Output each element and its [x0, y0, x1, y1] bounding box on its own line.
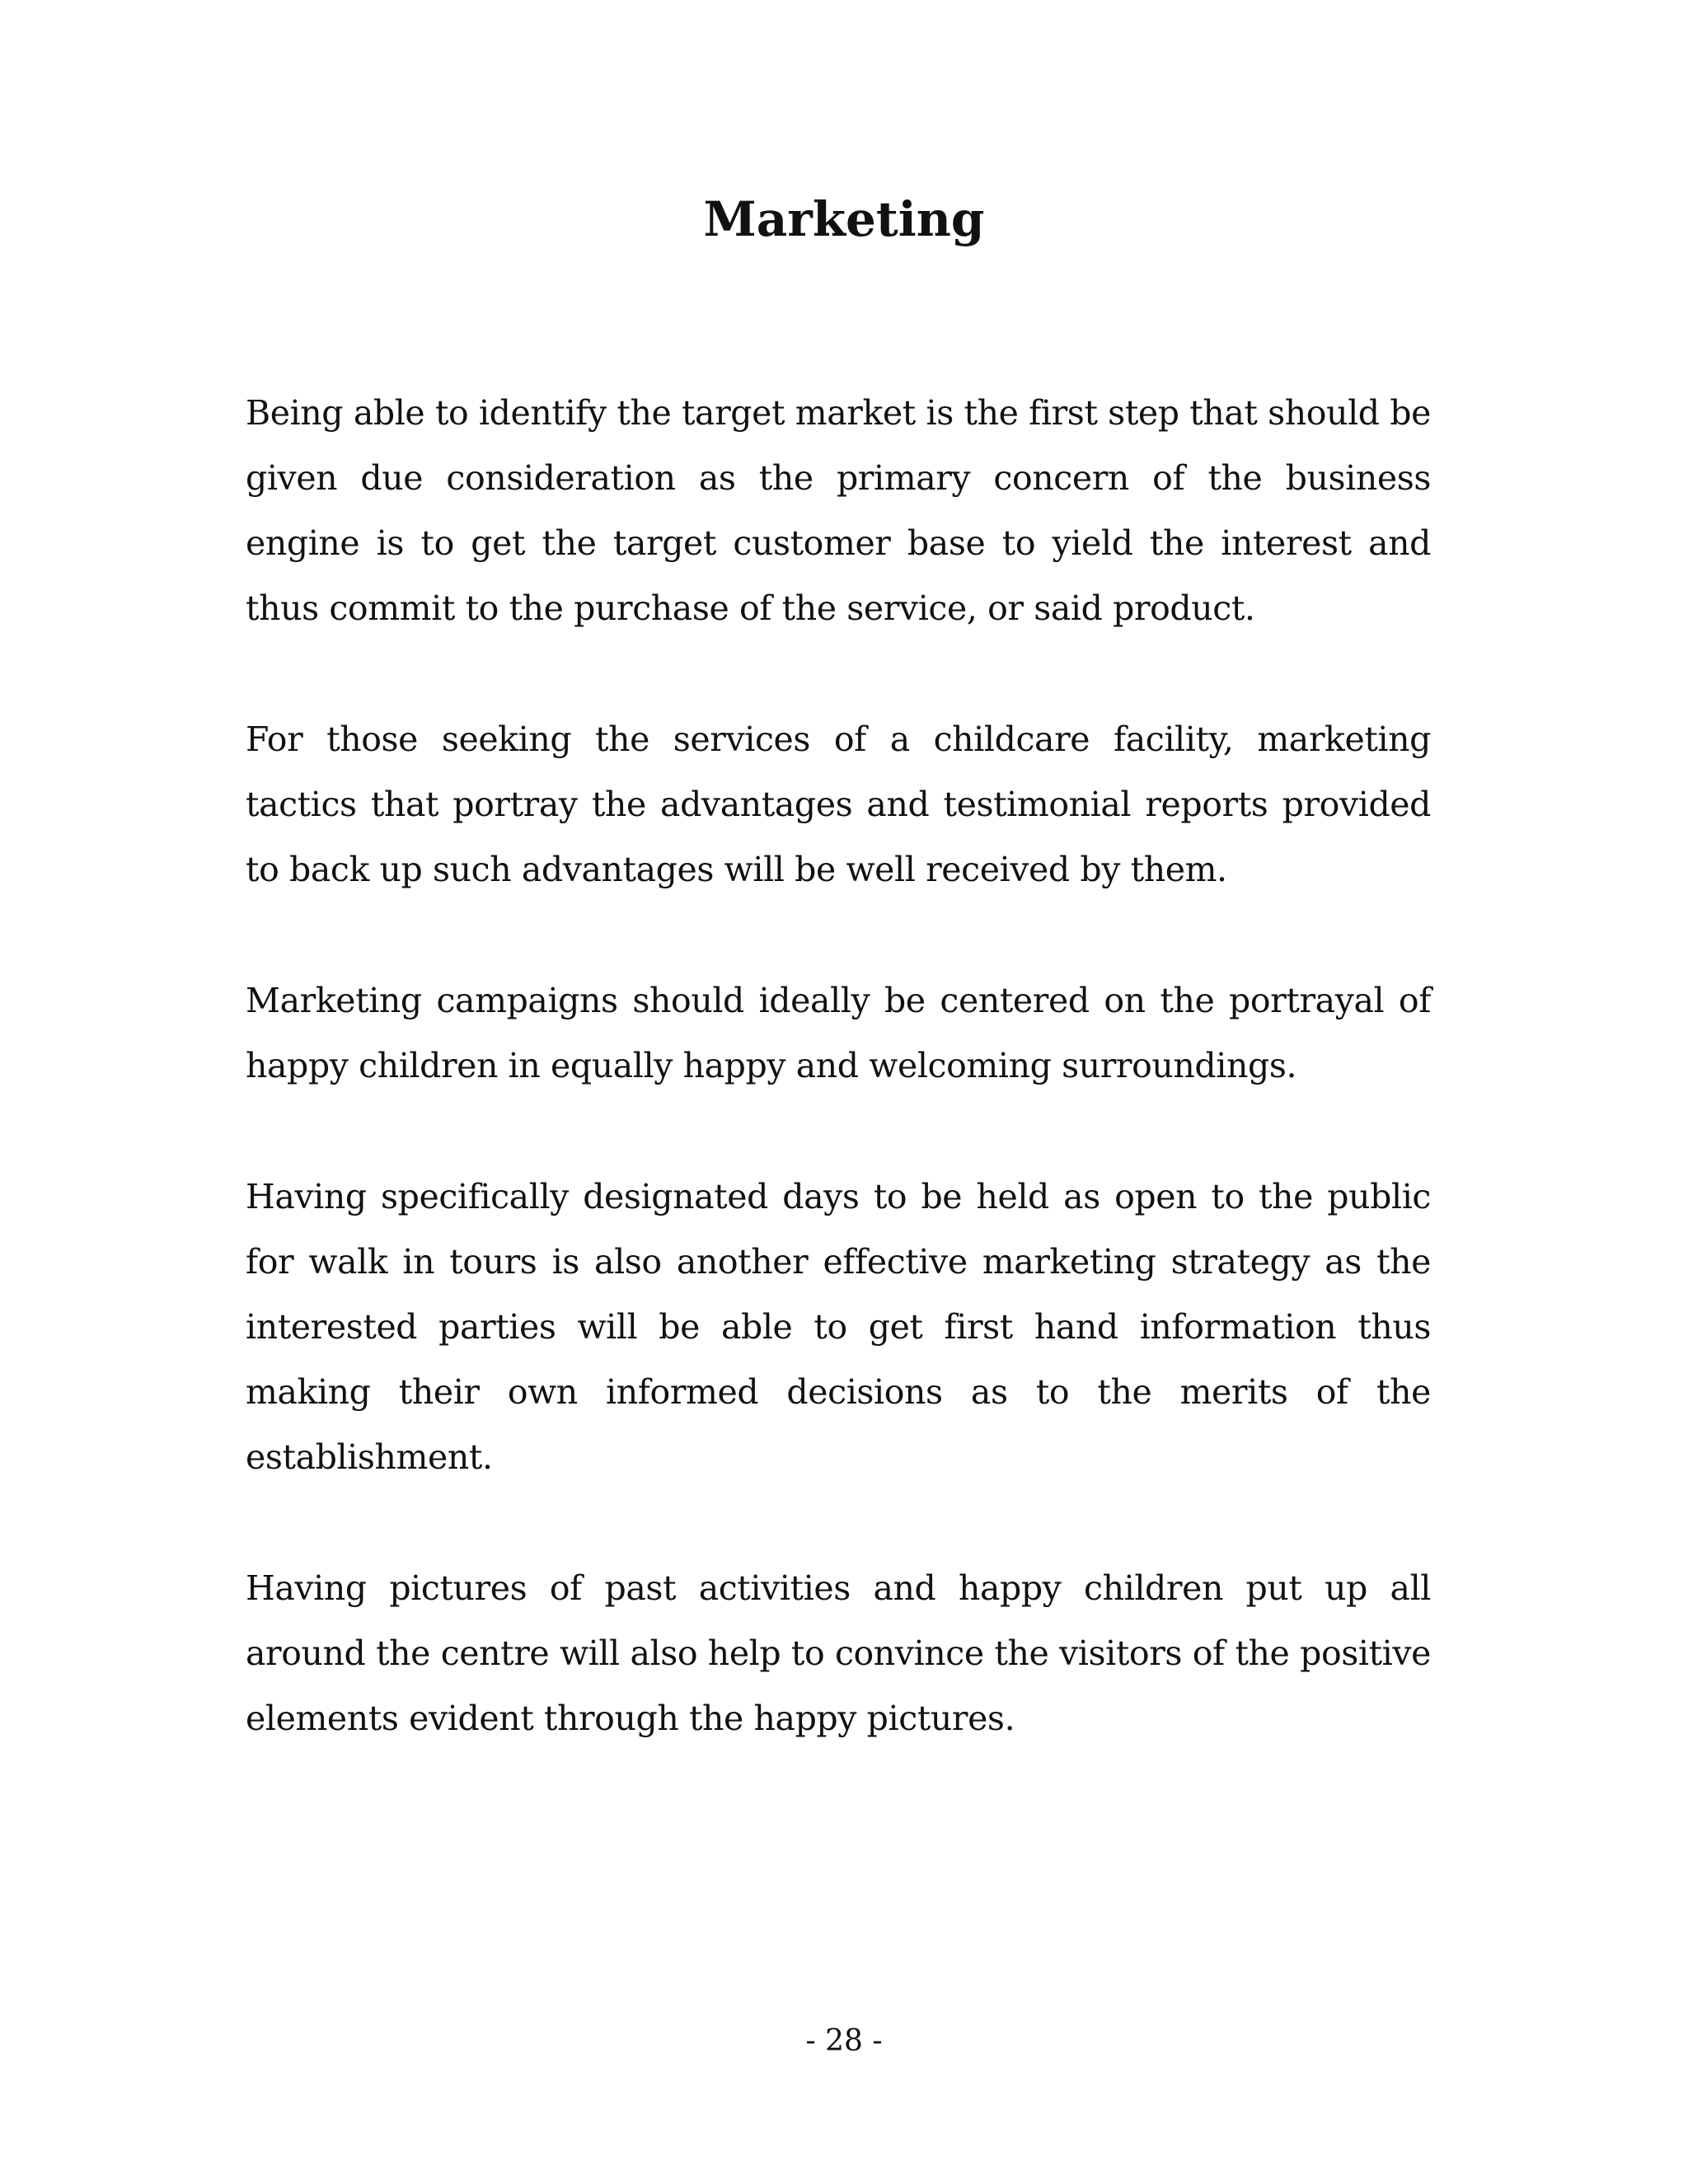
paragraph-open-days: Having specifically designated days to be held as open to the public for walk in tours is also another effective marketing strategy as the interested parties will be able to get first hand information thus making their own informed decisions as to the merits of the establishment.	[246, 1177, 1431, 1477]
paragraph-childcare-services: For those seeking the services of a childcare facility, marketing tactics that portray the advantages and testimonial reports provided to back up such advantages will be well received by them.	[246, 719, 1431, 889]
paragraph-target-market: Being able to identify the target market is the first step that should be given due consideration as the primary concern of the business engine is to get the target customer base to yield the interest and thus commit to the purchase of the service, or said product.	[246, 393, 1431, 628]
page-number: - 28 -	[805, 2024, 883, 2058]
body-text	[246, 381, 1431, 1817]
page-title: Marketing	[703, 191, 985, 247]
paragraph-marketing-campaigns: Marketing campaigns should ideally be centered on the portrayal of happy children in equally happy and welcoming surroundings.	[246, 981, 1431, 1085]
paragraph-pictures: Having pictures of past activities and happy children put up all around the centre will also help to convince the visitors of the positive elements evident through the happy pictures.	[246, 1568, 1431, 1738]
